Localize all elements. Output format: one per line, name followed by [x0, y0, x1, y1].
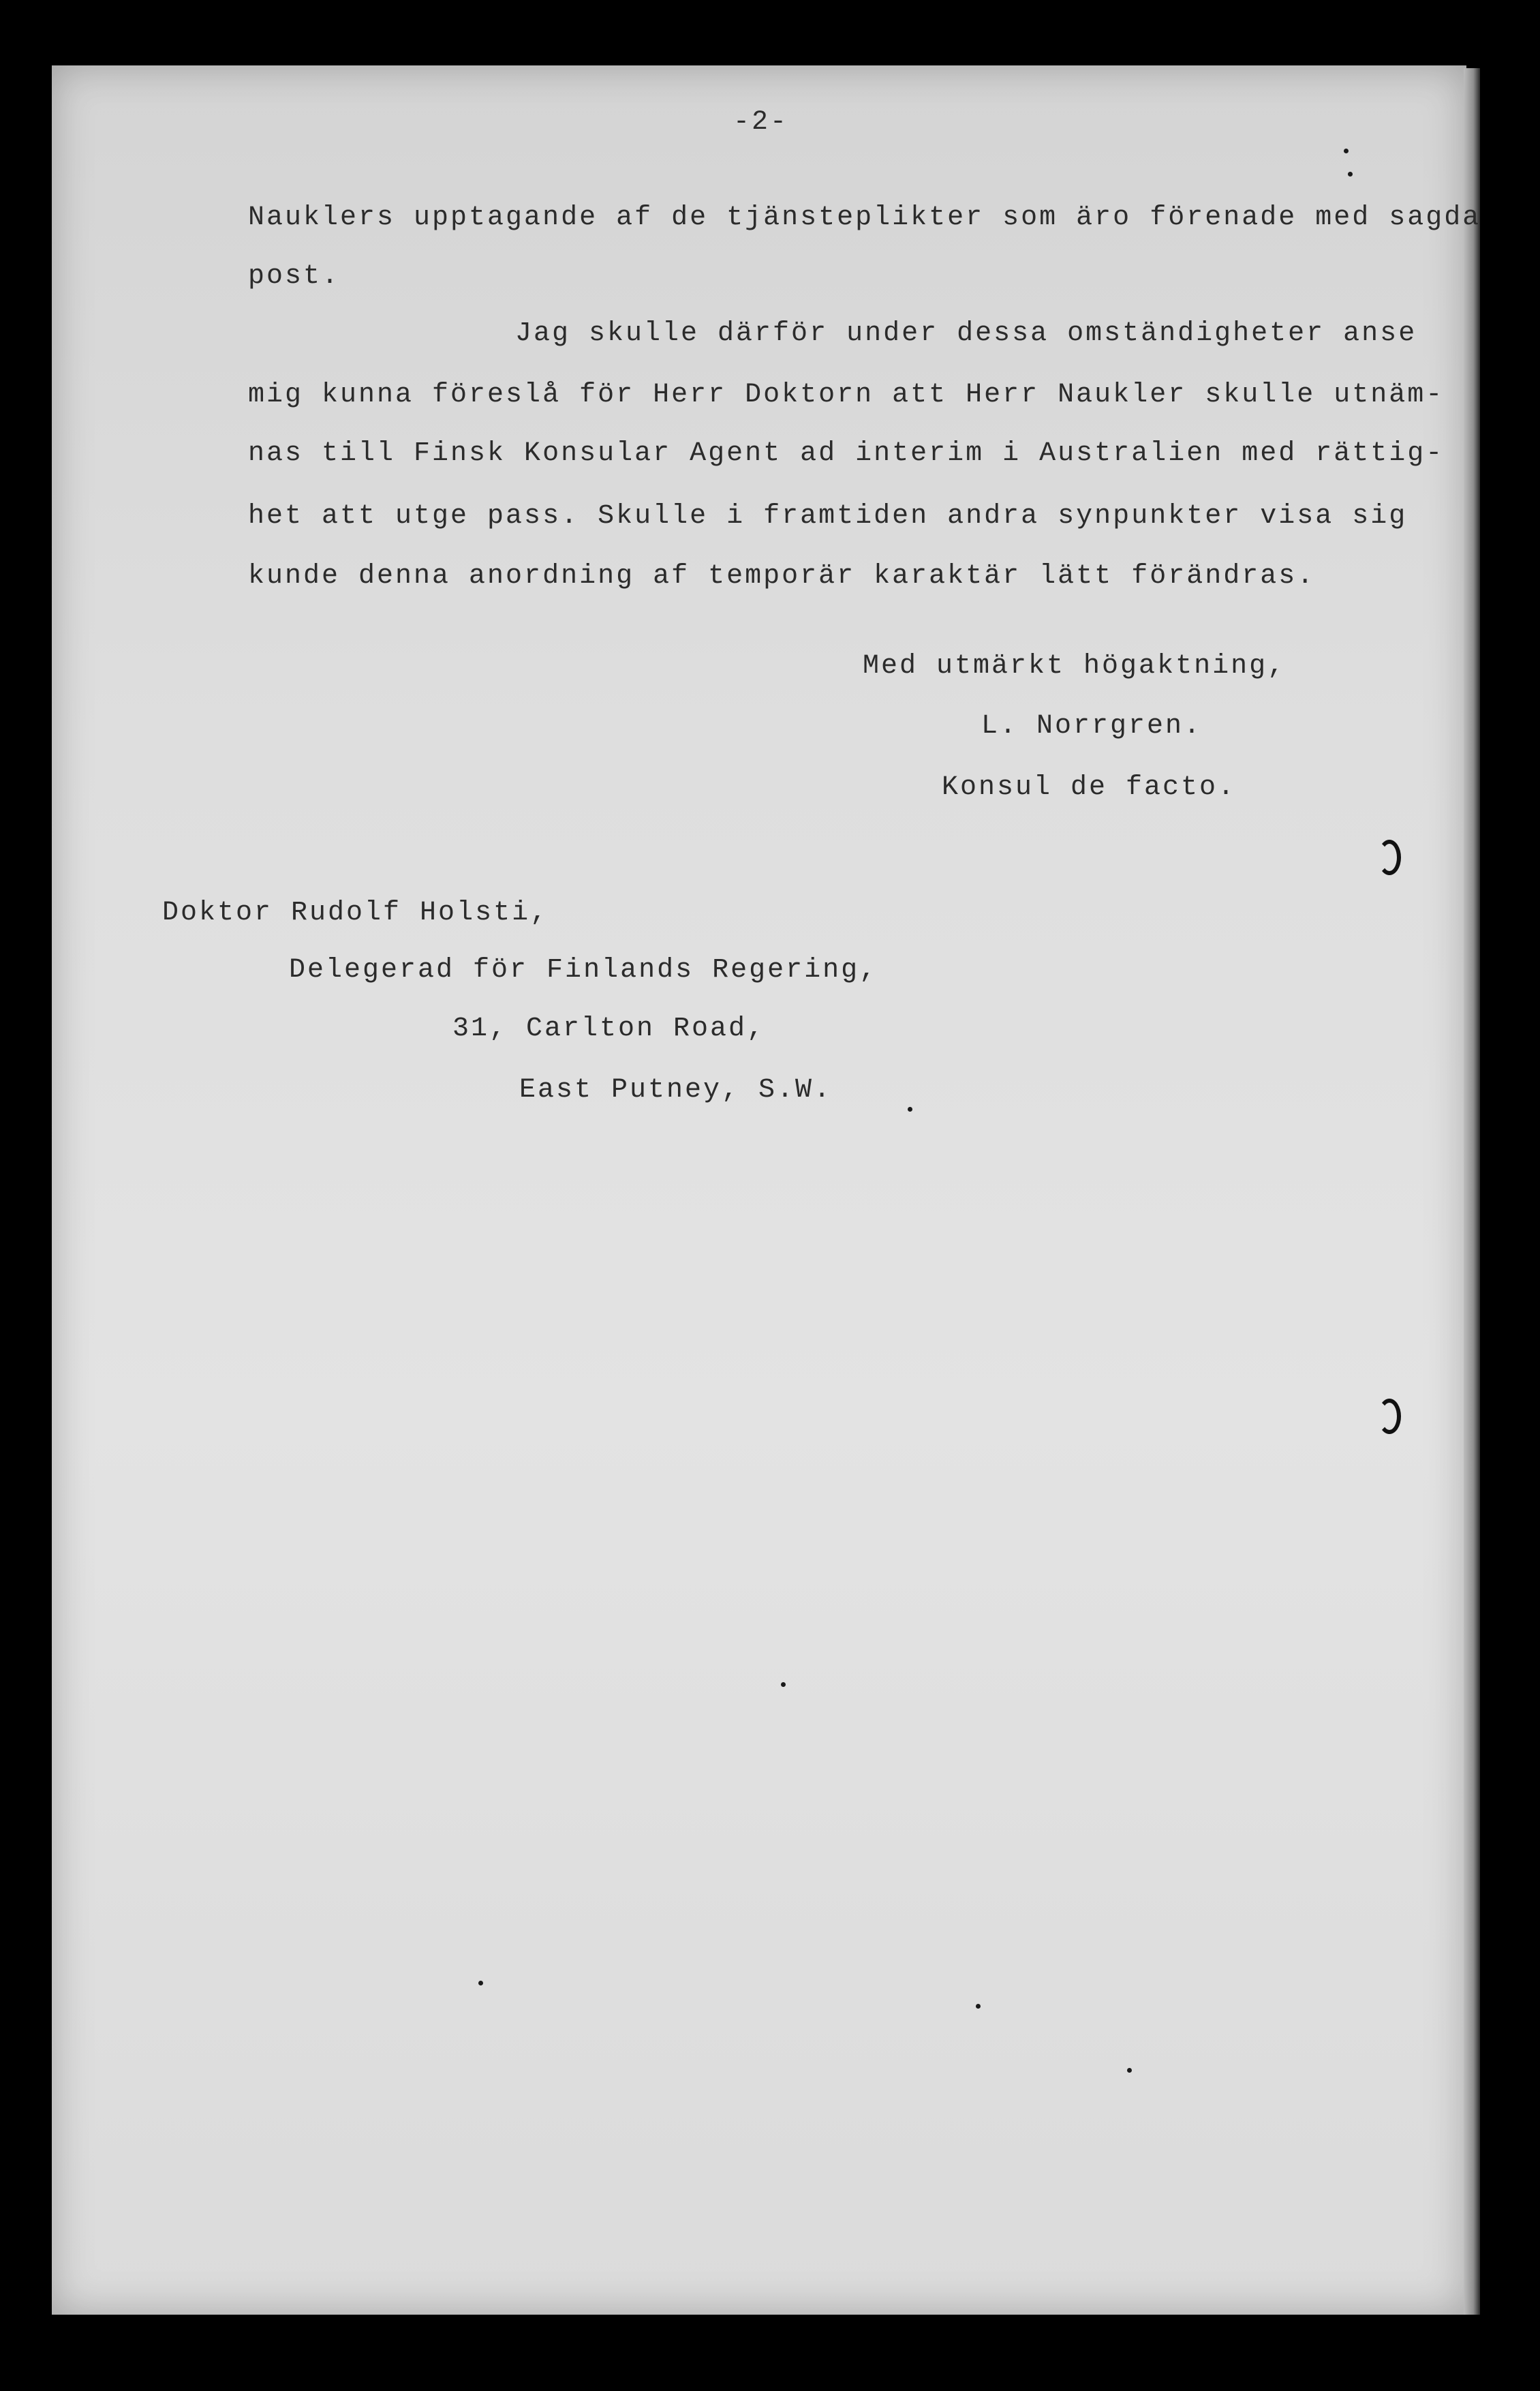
body-line-7: kunde denna anordning af temporär karaktär lätt förändras.	[248, 561, 1316, 592]
body-line-6: het att utge pass. Skulle i framtiden andra synpunkter visa sig	[248, 501, 1408, 532]
scan-speck	[976, 2004, 981, 2009]
punch-hole-lower	[1378, 1399, 1401, 1434]
scan-speck	[478, 1981, 483, 1985]
archive-stamp-mark	[127, 2208, 209, 2225]
punch-hole-upper	[1378, 840, 1401, 875]
signatory-title: Konsul de facto.	[942, 772, 1237, 803]
scan-speck	[1344, 149, 1349, 153]
scan-speck	[1127, 2068, 1132, 2073]
body-line-5: nas till Finsk Konsular Agent ad interim i Australien med rättig-	[248, 438, 1445, 469]
body-line-3: Jag skulle därför under dessa omständigheter anse	[515, 318, 1417, 349]
body-line-4: mig kunna föreslå för Herr Doktorn att Herr Naukler skulle utnäm-	[248, 380, 1445, 410]
body-line-1: Nauklers upptagande af de tjänsteplikter som äro förenade med sagda	[248, 202, 1481, 233]
recipient-role: Delegerad för Finlands Regering,	[289, 955, 878, 986]
signatory-name: L. Norrgren.	[981, 711, 1203, 742]
body-line-2: post.	[248, 261, 341, 292]
scan-speck	[781, 1682, 786, 1687]
recipient-name: Doktor Rudolf Holsti,	[162, 898, 549, 928]
closing-salutation: Med utmärkt högaktning,	[863, 651, 1287, 682]
recipient-district: East Putney, S.W.	[519, 1075, 833, 1106]
page-edge	[1464, 68, 1480, 2315]
scan-speck	[908, 1107, 912, 1112]
page-number: -2-	[733, 107, 789, 138]
scan-speck	[1348, 172, 1353, 177]
recipient-street: 31, Carlton Road,	[452, 1014, 766, 1044]
